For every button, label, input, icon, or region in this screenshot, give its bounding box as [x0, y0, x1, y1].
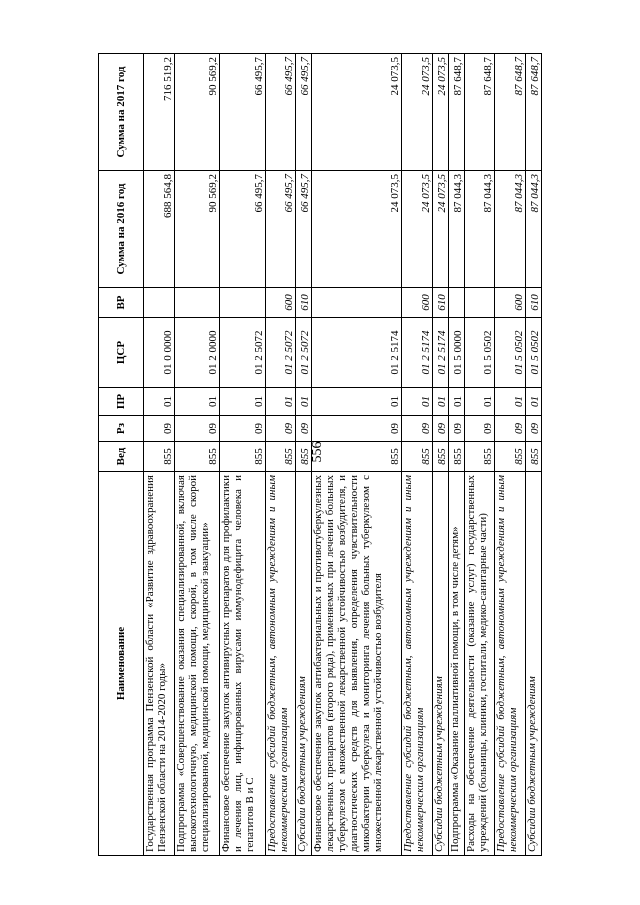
cell-vr: 610 — [432, 288, 448, 318]
cell-sum-2016: 24 073,5 — [401, 171, 432, 288]
cell-sum-2016: 66 495,7 — [296, 171, 312, 288]
cell-vr — [220, 288, 265, 318]
cell-pr: 01 — [312, 388, 402, 416]
cell-vr — [448, 288, 464, 318]
table-row — [312, 54, 402, 856]
table-row — [401, 54, 432, 856]
cell-csr: 01 2 5072 — [296, 318, 312, 388]
cell-rz: 09 — [174, 416, 219, 442]
cell-ved: 855 — [220, 442, 265, 472]
cell-ved: 855 — [464, 442, 495, 472]
header-ved: Вед — [99, 442, 144, 472]
cell-ved: 855 — [312, 442, 402, 472]
cell-name: Субсидии бюджетным учреждениям — [432, 472, 448, 856]
cell-ved: 855 — [495, 442, 526, 472]
table-row — [464, 54, 495, 856]
cell-name: Государственная программа Пензенской области «Развитие здравоохранения Пензенской области на 2014-2020 годы» — [144, 472, 175, 856]
cell-ved: 855 — [174, 442, 219, 472]
cell-sum-2016: 90 569,2 — [174, 171, 219, 288]
cell-pr: 01 — [525, 388, 541, 416]
cell-csr: 01 0 0000 — [144, 318, 175, 388]
cell-name: Финансовое обеспечение закупок антивирусных препаратов для профилактики и лечения лиц, инфицированных вирусами иммунодефицита человека и гепатитов В и С — [220, 472, 265, 856]
cell-vr — [464, 288, 495, 318]
cell-ved: 855 — [144, 442, 175, 472]
cell-pr: 01 — [401, 388, 432, 416]
cell-sum-2016: 87 044,3 — [495, 171, 526, 288]
cell-rz: 09 — [296, 416, 312, 442]
cell-pr: 01 — [174, 388, 219, 416]
cell-vr: 600 — [495, 288, 526, 318]
cell-sum-2016: 24 073,5 — [312, 171, 402, 288]
header-sum-2016: Сумма на 2016 год — [99, 171, 144, 288]
cell-csr: 01 5 0502 — [464, 318, 495, 388]
cell-sum-2017: 66 495,7 — [296, 54, 312, 171]
cell-vr — [312, 288, 402, 318]
cell-csr: 01 2 5174 — [312, 318, 402, 388]
cell-rz: 09 — [265, 416, 296, 442]
cell-rz: 09 — [432, 416, 448, 442]
cell-sum-2017: 24 073,5 — [432, 54, 448, 171]
cell-sum-2016: 87 044,3 — [525, 171, 541, 288]
cell-name: Субсидии бюджетным учреждениям — [525, 472, 541, 856]
cell-name: Предоставление субсидий бюджетным, автономным учреждениям и иным некоммерческим организациям — [401, 472, 432, 856]
cell-csr: 01 2 5072 — [265, 318, 296, 388]
cell-name: Подпрограмма «Оказание паллиативной помощи, в том числе детям» — [448, 472, 464, 856]
cell-csr: 01 2 5174 — [432, 318, 448, 388]
cell-name: Субсидии бюджетным учреждениям — [296, 472, 312, 856]
cell-sum-2017: 87 648,7 — [464, 54, 495, 171]
header-rz: Рз — [99, 416, 144, 442]
cell-name: Предоставление субсидий бюджетным, автономным учреждениям и иным некоммерческим организациям — [265, 472, 296, 856]
cell-rz: 09 — [464, 416, 495, 442]
table-row — [174, 54, 219, 856]
cell-sum-2017: 87 648,7 — [495, 54, 526, 171]
cell-sum-2017: 66 495,7 — [220, 54, 265, 171]
table-row — [144, 54, 175, 856]
table-header-row — [99, 54, 144, 856]
cell-sum-2017: 24 073,5 — [312, 54, 402, 171]
header-name: Наименование — [99, 472, 144, 856]
cell-ved: 855 — [432, 442, 448, 472]
cell-sum-2017: 716 519,2 — [144, 54, 175, 171]
cell-pr: 01 — [432, 388, 448, 416]
cell-rz: 09 — [220, 416, 265, 442]
cell-sum-2017: 24 073,5 — [401, 54, 432, 171]
header-sum-2017: Сумма на 2017 год — [99, 54, 144, 171]
cell-pr: 01 — [220, 388, 265, 416]
header-pr: ПР — [99, 388, 144, 416]
cell-sum-2016: 87 044,3 — [448, 171, 464, 288]
cell-rz: 09 — [401, 416, 432, 442]
table-body — [144, 54, 542, 856]
cell-rz: 09 — [144, 416, 175, 442]
cell-pr: 01 — [448, 388, 464, 416]
cell-name: Подпрограмма «Совершенствование оказания специализированной, включая высокотехнологичную, медицинской помощи, скорой, в том числе скорой специализированной, медицинской помощи, медицинской эвакуации» — [174, 472, 219, 856]
cell-sum-2016: 66 495,7 — [220, 171, 265, 288]
cell-pr: 01 — [296, 388, 312, 416]
cell-vr: 610 — [296, 288, 312, 318]
cell-rz: 09 — [495, 416, 526, 442]
table-row — [296, 54, 312, 856]
cell-pr: 01 — [265, 388, 296, 416]
cell-sum-2017: 66 495,7 — [265, 54, 296, 171]
cell-sum-2017: 90 569,2 — [174, 54, 219, 171]
cell-csr: 01 5 0502 — [525, 318, 541, 388]
cell-sum-2016: 87 044,3 — [464, 171, 495, 288]
cell-sum-2016: 66 495,7 — [265, 171, 296, 288]
table-row — [495, 54, 526, 856]
cell-ved: 855 — [525, 442, 541, 472]
cell-vr: 610 — [525, 288, 541, 318]
cell-csr: 01 2 5174 — [401, 318, 432, 388]
header-csr: ЦСР — [99, 318, 144, 388]
cell-sum-2017: 87 648,7 — [448, 54, 464, 171]
cell-name: Расходы на обеспечение деятельности (оказание услуг) государственных учреждений (больницы, клиники, госпитали, медико-санитарные части) — [464, 472, 495, 856]
cell-rz: 09 — [448, 416, 464, 442]
table-row — [220, 54, 265, 856]
table-row — [265, 54, 296, 856]
table-row — [525, 54, 541, 856]
cell-vr — [174, 288, 219, 318]
table-row — [432, 54, 448, 856]
cell-pr: 01 — [495, 388, 526, 416]
cell-vr — [144, 288, 175, 318]
cell-rz: 09 — [525, 416, 541, 442]
budget-table-container — [98, 54, 542, 856]
cell-csr: 01 2 5072 — [220, 318, 265, 388]
table-row — [448, 54, 464, 856]
cell-pr: 01 — [464, 388, 495, 416]
cell-name: Финансовое обеспечение закупок антибактериальных и противотуберкулезных лекарственных препаратов (второго ряда), применяемых при лечении больных туберкулезом с множественной лекарственной устойчивостью возбудителя, и диагностических средств для выявления, определения чувствительности микобактерии туберкулеза и мониторинга лечения больных туберкулезом с множественной лекарственной устойчивостью возбудителя — [312, 472, 402, 856]
cell-name: Предоставление субсидий бюджетным, автономным учреждениям и иным некоммерческим организациям — [495, 472, 526, 856]
header-vr: ВР — [99, 288, 144, 318]
cell-ved: 855 — [265, 442, 296, 472]
cell-sum-2016: 24 073,5 — [432, 171, 448, 288]
page-number-text: 556 — [310, 441, 325, 463]
cell-ved: 855 — [401, 442, 432, 472]
cell-pr: 01 — [144, 388, 175, 416]
cell-sum-2017: 87 648,7 — [525, 54, 541, 171]
cell-sum-2016: 688 564,8 — [144, 171, 175, 288]
cell-vr: 600 — [401, 288, 432, 318]
cell-ved: 855 — [448, 442, 464, 472]
cell-csr: 01 2 0000 — [174, 318, 219, 388]
cell-rz: 09 — [312, 416, 402, 442]
cell-ved: 855 — [296, 442, 312, 472]
cell-csr: 01 5 0000 — [448, 318, 464, 388]
cell-vr: 600 — [265, 288, 296, 318]
budget-table — [98, 53, 542, 856]
cell-csr: 01 5 0502 — [495, 318, 526, 388]
